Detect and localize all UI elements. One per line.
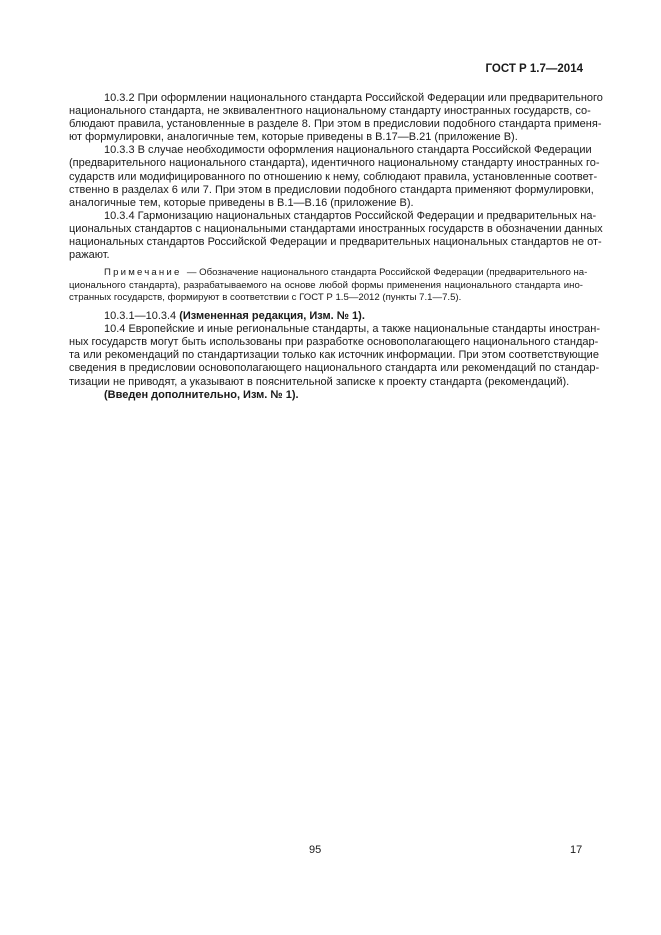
paragraph-change-note	[69, 310, 583, 323]
text-line: ют формулировки, аналогичные тем, которые приведены в В.17—В.21 (приложение В).	[69, 131, 518, 144]
text-line: аналогичные тем, которые приведены в В.1—В.16 (приложение В).	[69, 196, 414, 209]
text-line: сведения в предисловии основополагающего национального стандарта или рекомендаций по стандар-	[69, 362, 600, 375]
added-note: (Введен дополнительно, Изм. № 1).	[104, 388, 299, 401]
text-line: 10.3.2 При оформлении национального стандарта Российской Федерации или предварительного	[104, 92, 603, 104]
text-line: национального стандарта, не эквивалентного национальному стандарту иностранных государств, со-	[69, 105, 591, 118]
paragraph-10-4	[69, 323, 600, 388]
note-label: Примечание	[104, 267, 182, 279]
paragraph-added-note	[69, 389, 583, 402]
text-line: 10.4 Европейские и иные региональные стандарты, а также национальные стандарты иностран-	[104, 323, 600, 336]
change-note: (Измененная редакция, Изм. № 1).	[179, 310, 365, 323]
paragraph-10-3-4	[69, 209, 603, 262]
paragraph-10-3-3	[69, 144, 600, 209]
text-line: (предварительного национального стандарта), идентичного национальному стандарту иностранных го-	[69, 157, 600, 170]
text-line: та или рекомендаций по стандартизации только как источник информации. При этом соответствующие	[69, 349, 599, 362]
text-line: блюдают правила, установленные в разделе 8. При этом в предисловии подобного стандарта применя-	[69, 118, 602, 131]
text-line: циональных стандартов с национальными стандартами иностранных государств в обозначении данных	[69, 222, 603, 235]
text-line: 10.3.4 Гармонизацию национальных стандартов Российской Федерации и предварительных на-	[104, 209, 597, 222]
note	[69, 267, 588, 304]
note-line: странных государств, формируют в соответствии с ГОСТ Р 1.5—2012 (пункты 7.1—7.5).	[69, 291, 462, 303]
text-line: сударств или модифицированного по отношению к нему, соблюдают правила, установленные соответ-	[69, 170, 598, 183]
note-line: — Обозначение национального стандарта Российской Федерации (предварительного на-	[186, 267, 588, 279]
clause-range: 10.3.1—10.3.4	[104, 310, 180, 323]
text-line: 10.3.3 В случае необходимости оформления национального стандарта Российской Федерации	[104, 144, 592, 157]
paragraph-10-3-2	[69, 92, 603, 144]
text-line: ственно в разделах 6 или 7. При этом в предисловии подобного стандарта применяют формулировки,	[69, 183, 594, 196]
document-header: ГОСТ Р 1.7—2014	[485, 63, 583, 75]
text-line: ражают.	[69, 249, 110, 262]
page-number-right: 17	[570, 844, 583, 856]
text-line: ных государств могут быть использованы при разработке основополагающего национального стандар-	[69, 336, 599, 349]
page-number-center: 95	[309, 844, 322, 856]
text-line: национальных стандартов Российской Федерации и предварительных национальных стандартов не от-	[69, 236, 602, 249]
document-body	[69, 92, 603, 402]
note-line: ционального стандарта), разрабатываемого на основе любой формы применения национального стандарта ино-	[69, 279, 583, 291]
text-line: тизации не приводят, а указывают в пояснительной записке к проекту стандарта (рекомендаций).	[69, 375, 570, 388]
